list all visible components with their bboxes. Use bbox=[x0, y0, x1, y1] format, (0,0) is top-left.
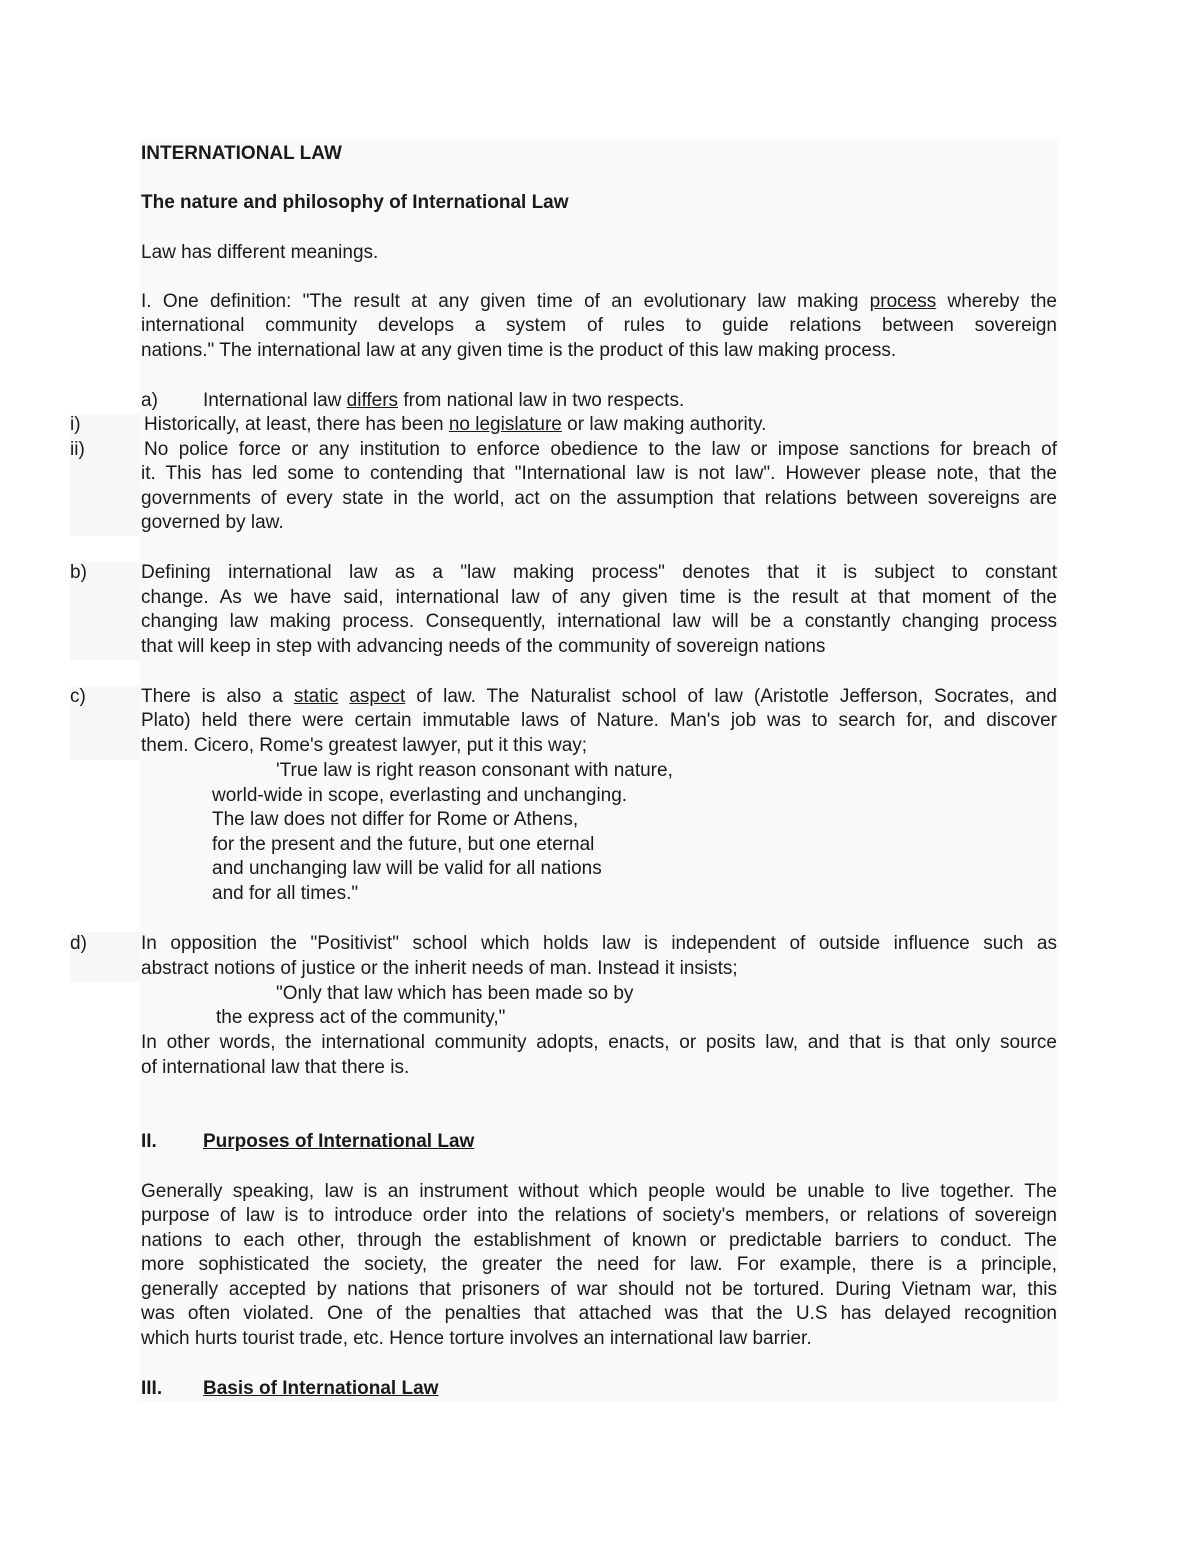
item-c-line-1: There is also a static aspect of law. The Naturalist school of law (Aristotle Jefferson, Socrates, and bbox=[141, 686, 1057, 707]
item-b-line-4: that will keep in step with advancing needs of the community of sovereign nations bbox=[141, 636, 826, 657]
section-2-heading bbox=[141, 1130, 1057, 1154]
item-c-line-2: Plato) held there were certain immutable laws of Nature. Man's job was to search for, and discover bbox=[141, 710, 1057, 731]
section-2-line-2: purpose of law is to introduce order into the relations of society's members, or relations of sovereign bbox=[141, 1205, 1057, 1226]
cicero-quote-line-6: and for all times." bbox=[212, 883, 359, 904]
section-3-heading bbox=[141, 1377, 1057, 1401]
item-d-line-1: In opposition the "Positivist" school which holds law is independent of outside influence such as bbox=[141, 933, 1057, 954]
cicero-quote-line-4: for the present and the future, but one eternal bbox=[212, 834, 595, 855]
item-b-marker: b) bbox=[70, 562, 87, 583]
section-2-line-5: generally accepted by nations that prisoners of war should not be tortured. During Vietnam war, this bbox=[141, 1279, 1057, 1300]
doc-subtitle: The nature and philosophy of International Law bbox=[141, 192, 569, 213]
item-a-marker: a) bbox=[141, 390, 158, 411]
item-b-line-1: Defining international law as a "law making process" denotes that it is subject to constant bbox=[141, 562, 1057, 583]
item-ii-line-2: it. This has led some to contending that "International law is not law". However please note, that the bbox=[141, 463, 1057, 484]
item-b-line-3: changing law making process. Consequently, international law will be a constantly changing process bbox=[141, 611, 1057, 632]
item-ii-marker: ii) bbox=[70, 439, 85, 460]
item-d-marker: d) bbox=[70, 933, 87, 954]
cicero-quote-line-2: world-wide in scope, everlasting and unchanging. bbox=[212, 785, 628, 806]
cicero-quote-line-3: The law does not differ for Rome or Athens, bbox=[212, 809, 579, 830]
intro-line: Law has different meanings. bbox=[141, 242, 379, 263]
section-3-number: III. bbox=[141, 1378, 163, 1399]
section-2-line-7: which hurts tourist trade, etc. Hence torture involves an international law barrier. bbox=[141, 1328, 812, 1349]
section-2-number: II. bbox=[141, 1131, 157, 1152]
positivist-quote-line-2: the express act of the community," bbox=[216, 1007, 506, 1028]
item-i-text: Historically, at least, there has been no legislature or law making authority. bbox=[144, 414, 767, 435]
definition-line-1: I. One definition: "The result at any given time of an evolutionary law making process whereby the bbox=[141, 291, 1057, 312]
section-2-line-6: was often violated. One of the penalties that attached was that the U.S has delayed recognition bbox=[141, 1303, 1057, 1324]
item-ii-line-1: No police force or any institution to enforce obedience to the law or impose sanctions for breach of bbox=[144, 439, 1057, 460]
item-c-line-3: them. Cicero, Rome's greatest lawyer, put it this way; bbox=[141, 735, 588, 756]
definition-line-3: nations." The international law at any given time is the product of this law making process. bbox=[141, 340, 897, 361]
item-b-line-2: change. As we have said, international law of any given time is the result at that moment of the bbox=[141, 587, 1057, 608]
cicero-quote-line-1: 'True law is right reason consonant with nature, bbox=[276, 760, 673, 781]
section-2-title: Purposes of International Law bbox=[203, 1131, 475, 1152]
item-a: a) International law differs from national law in two respects. bbox=[141, 390, 685, 411]
section-2-line-1: Generally speaking, law is an instrument without which people would be unable to live together. The bbox=[141, 1181, 1057, 1202]
item-i-marker: i) bbox=[70, 414, 81, 435]
item-c-marker: c) bbox=[70, 686, 86, 707]
section-2-line-4: more sophisticated the society, the greater the need for law. For example, there is a principle, bbox=[141, 1254, 1057, 1275]
item-d-line-3: In other words, the international community adopts, enacts, or posits law, and that is that only source bbox=[141, 1032, 1057, 1053]
section-2-line-3: nations to each other, through the establishment of known or predictable barriers to conduct. The bbox=[141, 1230, 1057, 1251]
definition-line-2: international community develops a system of rules to guide relations between sovereign bbox=[141, 315, 1057, 336]
item-d-line-2: abstract notions of justice or the inherit needs of man. Instead it insists; bbox=[141, 958, 738, 979]
item-d-line-4: of international law that there is. bbox=[141, 1057, 410, 1078]
item-ii-line-3: governments of every state in the world, act on the assumption that relations between sovereigns are bbox=[141, 488, 1057, 509]
section-3-title: Basis of International Law bbox=[203, 1378, 439, 1399]
doc-title: INTERNATIONAL LAW bbox=[141, 143, 342, 164]
item-ii-line-4: governed by law. bbox=[141, 512, 284, 533]
cicero-quote-line-5: and unchanging law will be valid for all nations bbox=[212, 858, 602, 879]
positivist-quote-line-1: "Only that law which has been made so by bbox=[276, 983, 634, 1004]
